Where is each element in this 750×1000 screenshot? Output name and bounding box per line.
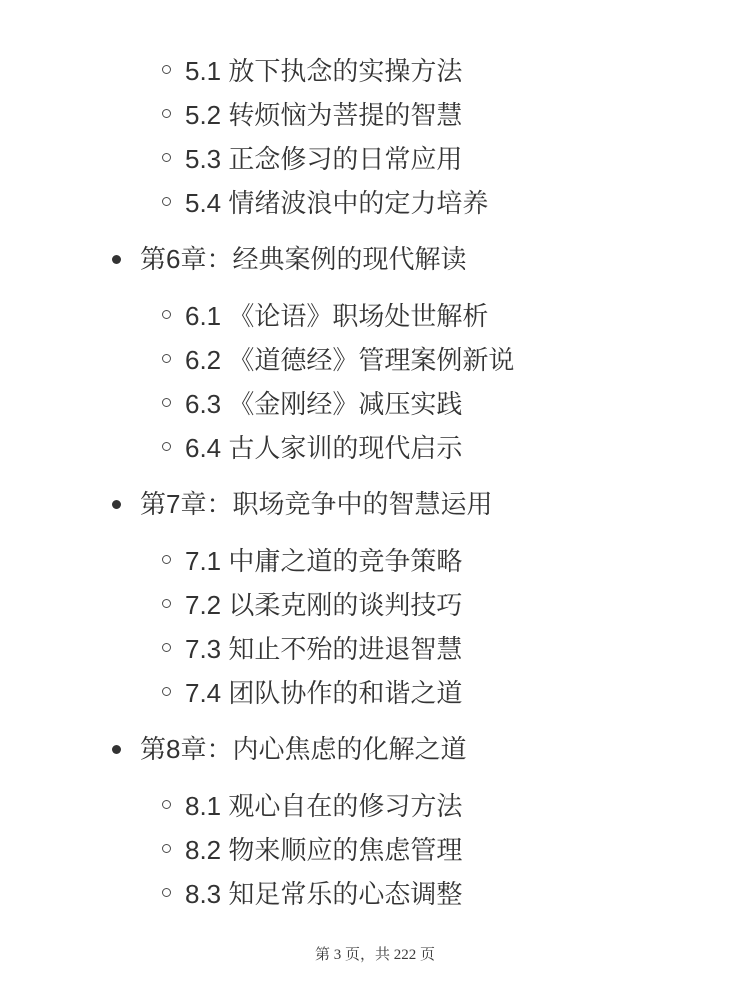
circle-bullet-icon [162,844,171,853]
toc-subitem-label: 5.1 放下执念的实操方法 [185,56,463,86]
circle-bullet-icon [162,109,171,118]
toc-subitem-5-2 [185,93,750,137]
toc-subitem-label: 6.1 《论语》职场处世解析 [185,301,489,331]
toc-subitem-6-4 [185,426,750,470]
toc-subitem-label: 7.2 以柔克刚的谈判技巧 [185,590,463,620]
chapter6-subitem-list [140,294,750,470]
toc-subitem-5-4 [185,181,750,225]
toc-chapter-heading-8 [140,727,750,771]
toc-subitem-label: 6.2 《道德经》管理案例新说 [185,345,515,375]
table-of-contents [0,49,750,916]
toc-subitem-6-3 [185,382,750,426]
toc-subitem-label: 5.3 正念修习的日常应用 [185,144,463,174]
disc-bullet-icon [112,745,121,754]
chapter7-subitem-list [140,539,750,715]
toc-subitem-7-3 [185,627,750,671]
disc-bullet-icon [112,255,121,264]
toc-subitem-7-2 [185,583,750,627]
circle-bullet-icon [162,599,171,608]
toc-chapter-heading-7 [140,482,750,526]
toc-subitem-5-3 [185,137,750,181]
toc-chapter-heading-6 [140,237,750,281]
toc-subitem-8-2 [185,828,750,872]
toc-subitem-label: 5.4 情绪波浪中的定力培养 [185,188,489,218]
chapter8-block [140,727,750,916]
toc-subitem-label: 7.4 团队协作的和谐之道 [185,678,463,708]
toc-subitem-label: 7.3 知止不殆的进退智慧 [185,634,463,664]
toc-chapter-label: 第7章：职场竞争中的智慧运用 [140,489,493,519]
toc-subitem-7-1 [185,539,750,583]
circle-bullet-icon [162,310,171,319]
circle-bullet-icon [162,800,171,809]
toc-subitem-label: 7.1 中庸之道的竞争策略 [185,546,463,576]
toc-chapter-label: 第8章：内心焦虑的化解之道 [140,734,467,764]
circle-bullet-icon [162,398,171,407]
toc-subitem-label: 6.4 古人家训的现代启示 [185,433,463,463]
toc-subitem-8-3 [185,872,750,916]
page-number-footer: 第 3 页，共 222 页 [314,947,435,963]
toc-subitem-label: 8.3 知足常乐的心态调整 [185,879,463,909]
circle-bullet-icon [162,65,171,74]
chapter7-block [140,482,750,715]
toc-subitem-8-1 [185,784,750,828]
circle-bullet-icon [162,354,171,363]
toc-subitem-label: 8.2 物来顺应的焦虑管理 [185,835,463,865]
toc-subitem-7-4 [185,671,750,715]
circle-bullet-icon [162,888,171,897]
toc-subitem-label: 5.2 转烦恼为菩提的智慧 [185,100,463,130]
toc-subitem-label: 6.3 《金刚经》减压实践 [185,389,463,419]
toc-subitem-6-2 [185,338,750,382]
disc-bullet-icon [112,500,121,509]
circle-bullet-icon [162,555,171,564]
toc-subitem-6-1 [185,294,750,338]
circle-bullet-icon [162,442,171,451]
circle-bullet-icon [162,687,171,696]
circle-bullet-icon [162,643,171,652]
toc-subitem-label: 8.1 观心自在的修习方法 [185,791,463,821]
chapter5-subitem-list [140,49,750,225]
circle-bullet-icon [162,153,171,162]
toc-subitem-5-1 [185,49,750,93]
toc-chapter-label: 第6章：经典案例的现代解读 [140,244,467,274]
circle-bullet-icon [162,197,171,206]
chapter6-block [140,237,750,470]
chapter8-subitem-list [140,784,750,916]
